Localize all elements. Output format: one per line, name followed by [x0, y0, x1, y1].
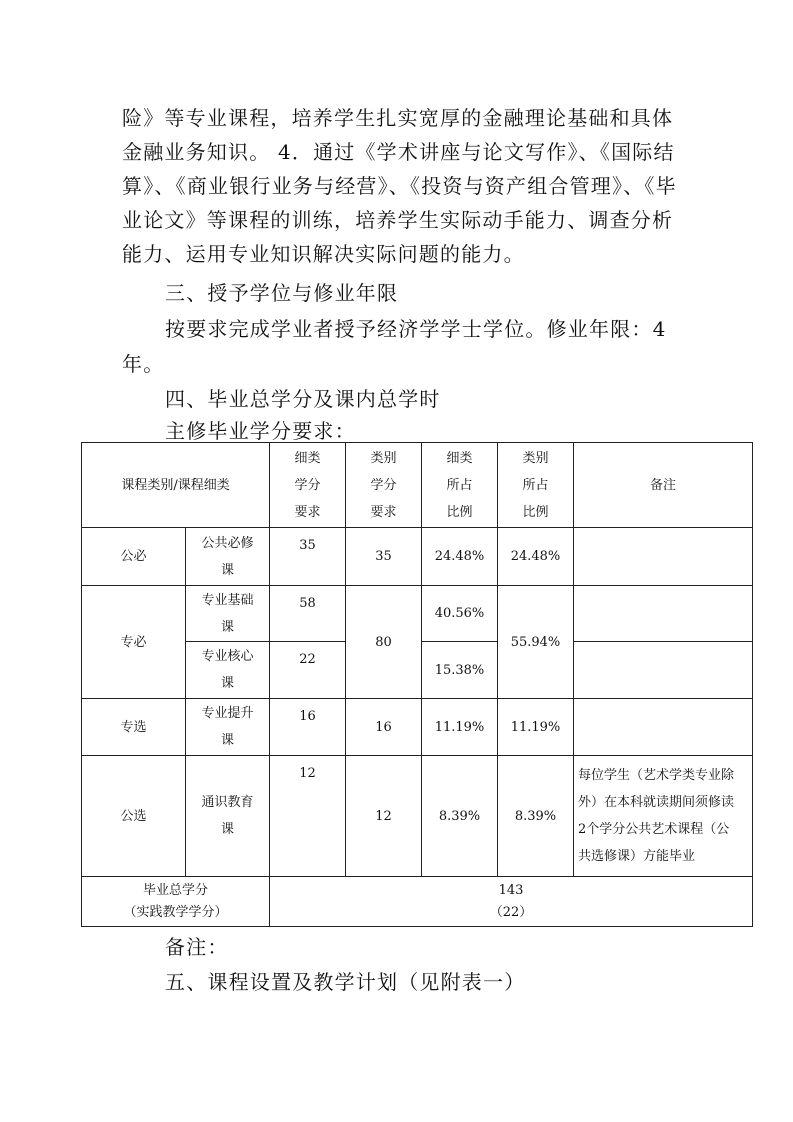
cat-ratio: 8.39%	[498, 756, 574, 877]
sub-credits: 12	[270, 756, 346, 877]
intro-line: 业论文》等课程的训练，培养学生实际动手能力、调查分析	[122, 208, 674, 232]
category-zhuanbi: 专必	[82, 586, 186, 699]
cat-ratio: 24.48%	[498, 528, 574, 586]
cat-ratio: 55.94%	[498, 586, 574, 699]
section3-text: 按要求完成学业者授予经济学学士学位。修业年限：4	[165, 317, 667, 341]
sub-category: 专业核心 课	[186, 642, 270, 699]
sub-ratio: 24.48%	[422, 528, 498, 586]
table-header-row	[82, 443, 753, 528]
intro-line: 算》、《商业银行业务与经营》、《投资与资产组合管理》、《毕	[122, 174, 677, 198]
cat-credits: 16	[346, 699, 422, 756]
remarks-label: 备注：	[165, 935, 229, 959]
sub-ratio: 11.19%	[422, 699, 498, 756]
sub-credits: 35	[270, 528, 346, 586]
sub-category: 专业提升 课	[186, 699, 270, 756]
intro-paragraph	[122, 101, 682, 271]
category-gongbi: 公必	[82, 528, 186, 586]
table-row	[82, 699, 753, 756]
intro-line: 能力、运用专业知识解决实际问题的能力。	[122, 242, 525, 266]
sub-category: 通识教育 课	[186, 756, 270, 877]
intro-line: 金融业务知识。 4．通过《学术讲座与论文写作》、《国际结	[122, 140, 675, 164]
sub-credits: 58	[270, 586, 346, 642]
header-cat-ratio: 类别 所占 比例	[498, 443, 574, 528]
cat-credits: 12	[346, 756, 422, 877]
category-gongxuan: 公选	[82, 756, 186, 877]
header-notes: 备注	[574, 443, 753, 528]
total-value: 143 （22）	[270, 877, 753, 927]
sub-category: 专业基础 课	[186, 586, 270, 642]
note-cell: 每位学生（艺术学类专业除 外）在本科就读期间须修读 2个学分公共艺术课程（公 共选修课）方能毕业	[574, 756, 753, 877]
note-cell	[574, 699, 753, 756]
cat-credits: 35	[346, 528, 422, 586]
credit-requirements-table	[81, 442, 753, 927]
table-row	[82, 586, 753, 642]
total-label: 毕业总学分 （实践教学学分）	[82, 877, 270, 927]
section4-heading: 四、毕业总学分及课内总学时	[165, 387, 441, 411]
table-row	[82, 756, 753, 877]
sub-credits: 16	[270, 699, 346, 756]
section3-text-cont: 年。	[122, 352, 165, 376]
sub-ratio: 15.38%	[422, 642, 498, 699]
header-sub-ratio: 细类 所占 比例	[422, 443, 498, 528]
header-cat-credits: 类别 学分 要求	[346, 443, 422, 528]
sub-credits: 22	[270, 642, 346, 699]
header-sub-credits: 细类 学分 要求	[270, 443, 346, 528]
header-category: 课程类别/课程细类	[82, 443, 270, 528]
note-cell	[574, 528, 753, 586]
section4-subheading: 主修毕业学分要求：	[165, 419, 356, 443]
cat-ratio: 11.19%	[498, 699, 574, 756]
table-row	[82, 528, 753, 586]
intro-line: 险》等专业课程，培养学生扎实宽厚的金融理论基础和具体	[122, 106, 674, 130]
sub-ratio: 40.56%	[422, 586, 498, 642]
section5-heading: 五、课程设置及教学计划（见附表一）	[165, 970, 526, 994]
note-cell	[574, 642, 753, 699]
cat-credits: 80	[346, 586, 422, 699]
total-row	[82, 877, 753, 927]
note-cell	[574, 586, 753, 642]
sub-category: 公共必修 课	[186, 528, 270, 586]
category-zhuanxuan: 专选	[82, 699, 186, 756]
section3-heading: 三、授予学位与修业年限	[165, 281, 399, 305]
sub-ratio: 8.39%	[422, 756, 498, 877]
